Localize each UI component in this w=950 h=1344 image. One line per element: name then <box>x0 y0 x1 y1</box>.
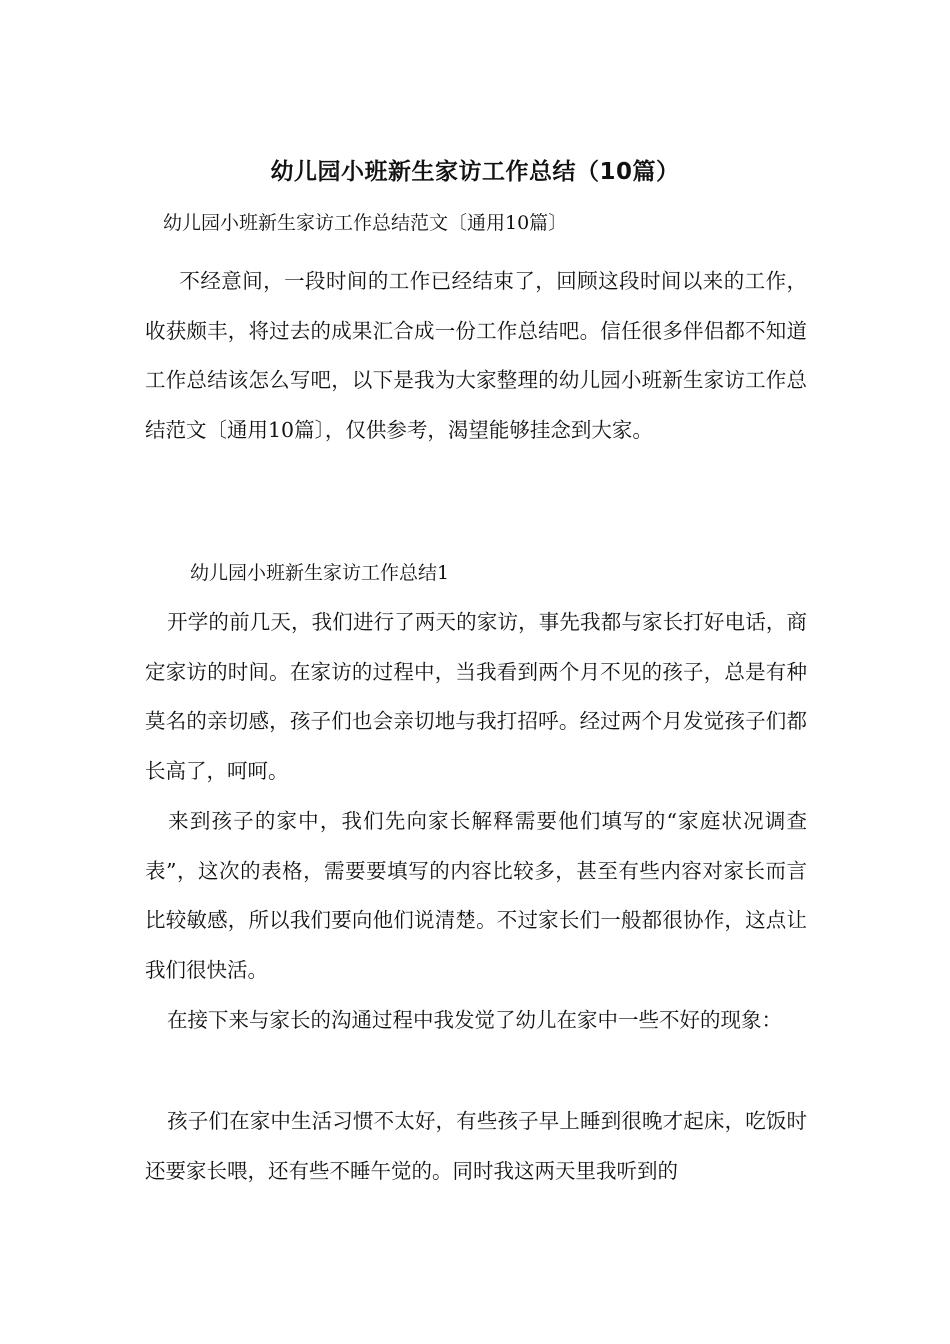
paragraph-text: 在接下来与家长的沟通过程中我发觉了幼儿在家中一些不好的现象： <box>167 1008 782 1032</box>
document-subtitle: 幼儿园小班新生家访工作总结范文〔通用10篇〕 <box>163 212 568 234</box>
body-paragraph <box>145 797 807 995</box>
body-paragraph <box>145 1097 807 1196</box>
intro-paragraph <box>145 257 807 455</box>
body-paragraph <box>145 996 807 1046</box>
body-paragraph <box>145 598 807 796</box>
paragraph-text: 开学的前几天，我们进行了两天的家访，事先我都与家长打好电话，商定家访的时间。在家访的过程中，当我看到两个月不见的孩子，总是有种莫名的亲切感，孩子们也会亲切地与我打招呼。经过两个月发觉孩子们都长高了，呵呵。 <box>145 610 807 783</box>
paragraph-text: 孩子们在家中生活习惯不太好，有些孩子早上睡到很晚才起床，吃饭时还要家长喂，还有些不睡午觉的。同时我这两天里我听到的 <box>145 1109 807 1183</box>
paragraph-text: 来到孩子的家中，我们先向家长解释需要他们填写的“家庭状况调查表”，这次的表格，需要要填写的内容比较多，甚至有些内容对家长而言比较敏感，所以我们要向他们说清楚。不过家长们一般都很协作，这点让我们很快活。 <box>145 809 807 982</box>
document-title: 幼儿园小班新生家访工作总结（10篇） <box>270 159 680 185</box>
intro-text: 不经意间，一段时间的工作已经结束了，回顾这段时间以来的工作，收获颇丰，将过去的成果汇合成一份工作总结吧。信任很多伴侣都不知道工作总结该怎么写吧，以下是我为大家整理的幼儿园小班新生家访工作总结范文〔通用10篇〕，仅供参考，渴望能够挂念到大家。 <box>145 269 807 442</box>
section-heading: 幼儿园小班新生家访工作总结1 <box>190 562 450 584</box>
